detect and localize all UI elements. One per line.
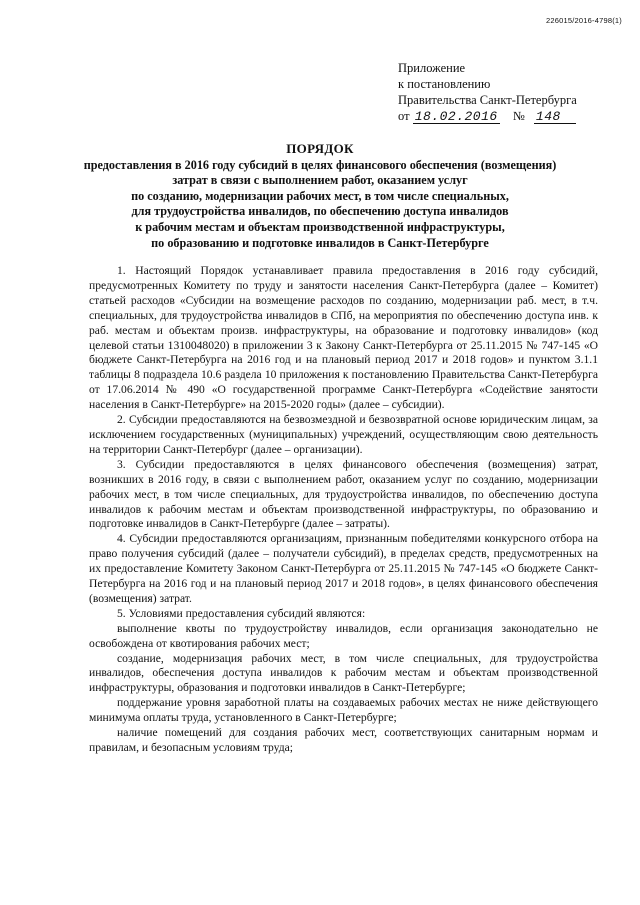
appendix-line-3: Правительства Санкт-Петербурга	[398, 93, 577, 107]
condition-salary: поддержание уровня заработной платы на создаваемых рабочих местах не ниже действующего минимума оплаты труда, установленного в Санкт-Петербурге;	[89, 696, 598, 725]
handwritten-date: 18.02.2016	[414, 109, 498, 124]
from-label: от	[398, 109, 410, 123]
paragraph-1: 1. Настоящий Порядок устанавливает правила предоставления в 2016 году субсидий, предусмотренных Комитету по труду и занятости населения Санкт-Петербурга (далее – Комитет) статьей расходов «Субсидии на возмещение расходов по созданию, модернизации раб. мест, в т.ч. специальных, для трудоустройства инвалидов в СПб, на мероприятия по обеспечению доступа инв. к раб. местам и объектам произв. инфраструктуры, на образование и подготовку инвалидов» (код целевой статьи 1310048020) в приложении 3 к Закону Санкт-Петербурга от 25.11.2015 № 747-145 «О бюджете Санкт-Петербурга на 2016 год и на плановый период 2017 и 2018 годов» и пунктом 3.1.1 таблицы 8 подраздела 10.6 раздела 10 приложения к постановлению Правительства Санкт-Петербурга от 17.06.2014 № 490 «О государственной программе Санкт-Петербурга «Содействие занятости населения в Санкт-Петербурге» на 2015-2020 годы» (далее – субсидии).	[89, 264, 598, 412]
handwritten-number: 148	[534, 110, 576, 124]
paragraph-5: 5. Условиями предоставления субсидий являются:	[117, 606, 366, 620]
paragraph-4: 4. Субсидии предоставляются организациям, признанным победителями конкурсного отбора на право получения субсидий (далее – получатели субсидий), в пределах средств, предусмотренных на их предоставление Комитету Законом Санкт-Петербурга от 25.11.2015 № 747-145 «О бюджете Санкт-Петербурга на 2016 год и на плановый период 2017 и 2018 годов», в целях финансового обеспечения (возмещения) затрат.	[89, 532, 598, 605]
document-body	[89, 264, 598, 756]
title-line: затрат в связи с выполнением работ, оказанием услуг	[172, 173, 468, 188]
condition-premises: наличие помещений для создания рабочих мест, соответствующих санитарным нормам и правилам, и безопасным условиям труда;	[89, 726, 598, 754]
appendix-line-2: к постановлению	[398, 77, 491, 91]
paragraph-2: 2. Субсидии предоставляются на безвозмездной и безвозвратной основе юридическим лицам, за исключением государственных (муниципальных) учреждений, осуществляющим свою деятельность на территории Санкт-Петербург (далее – организации).	[89, 413, 598, 456]
appendix-date-line	[398, 108, 577, 124]
condition-workplaces: создание, модернизация рабочих мест, в том числе специальных, для трудоустройства инвалидов, обеспечения доступа инвалидов к рабочим местам и объектам производственной инфраструктуры, образования и подготовки инвалидов в Санкт-Петербурге;	[89, 651, 598, 695]
condition-quota: выполнение квоты по трудоустройству инвалидов, если организация законодательно не освобождена от квотирования рабочих мест;	[89, 621, 598, 650]
appendix-block	[398, 60, 577, 124]
title-line: к рабочим местам и объектам производственной инфраструктуры,	[135, 219, 505, 234]
number-label: №	[512, 109, 525, 123]
title-main: ПОРЯДОК	[286, 141, 354, 156]
paragraph-3: 3. Субсидии предоставляются в целях финансового обеспечения (возмещения) затрат, возникших в 2016 году, в связи с выполнением работ, оказанием услуг по созданию, модернизации рабочих мест, в том числе специальных, для трудоустройства инвалидов, по обеспечению доступа инвалидов к рабочим местам и объектам производственной инфраструктуры, по образованию и подготовке инвалидов в Санкт-Петербурге (далее – затраты).	[89, 457, 598, 531]
appendix-line-1: Приложение	[398, 61, 466, 75]
document-id: 226015/2016-4798(1)	[546, 16, 622, 25]
title-line: по созданию, модернизации рабочих мест, в том числе специальных,	[131, 188, 509, 203]
document-title	[60, 141, 580, 251]
title-line: по образованию и подготовке инвалидов в Санкт-Петербурге	[151, 235, 489, 250]
title-line: для трудоустройства инвалидов, по обеспечению доступа инвалидов	[131, 204, 509, 219]
title-line: предоставления в 2016 году субсидий в целях финансового обеспечения (возмещения)	[83, 157, 557, 172]
